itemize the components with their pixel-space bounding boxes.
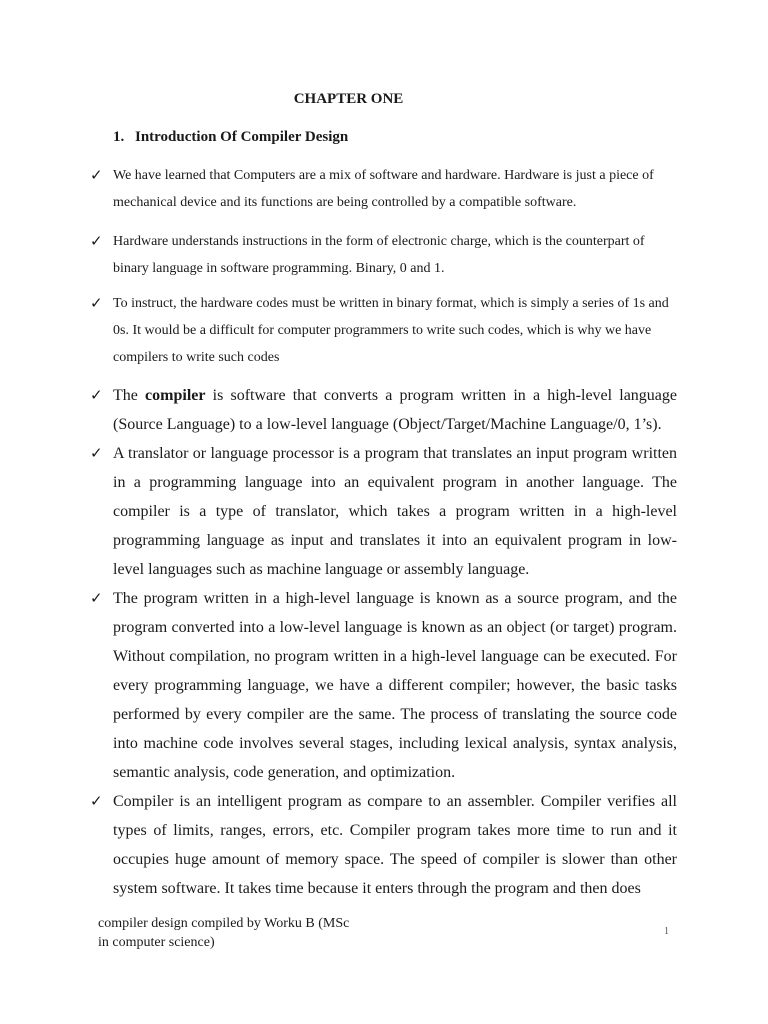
bold-term: compiler: [145, 387, 206, 404]
list-item: [90, 162, 677, 216]
list-item-text: [113, 381, 677, 439]
list-item-text: A translator or language processor is a program that translates an input program written in a programming language into an equivalent program in another language. The compiler is a type of translator, which takes a program written in a high-level programming language as input and translates it into an equivalent program in low-level languages such as machine language or assembly language.: [113, 445, 677, 578]
section-number: 1.: [113, 129, 125, 145]
list-item: [90, 787, 677, 903]
list-item-text: To instruct, the hardware codes must be written in binary format, which is simply a series of 1s and 0s. It would be a difficult for computer programmers to write such codes, which is why we have compilers to write such codes: [113, 296, 669, 365]
list-item-text: We have learned that Computers are a mix of software and hardware. Hardware is just a piece of mechanical device and its functions are being controlled by a compatible software.: [113, 168, 654, 210]
checkmark-icon: ✓: [90, 294, 103, 312]
chapter-title: CHAPTER ONE: [293, 91, 404, 107]
list-item-text: Hardware understands instructions in the form of electronic charge, which is the counterpart of binary language in software programming. Binary, 0 and 1.: [113, 234, 645, 276]
list-item: [90, 381, 677, 439]
checkmark-icon: ✓: [90, 792, 103, 810]
checkmark-icon: ✓: [90, 166, 103, 184]
list-item-text: Compiler is an intelligent program as compare to an assembler. Compiler verifies all types of limits, ranges, errors, etc. Compiler program takes more time to run and it occupies huge amount of memory space. The speed of compiler is slower than other system software. It takes time because it enters through the program and then does: [113, 793, 677, 897]
footer-line: compiler design compiled by Worku B (MSc: [98, 916, 350, 931]
list-item: [90, 290, 677, 371]
page-footer: [98, 914, 349, 952]
checkmark-icon: ✓: [90, 444, 103, 462]
checkmark-icon: ✓: [90, 386, 103, 404]
checkmark-icon: ✓: [90, 589, 103, 607]
checkmark-icon: ✓: [90, 232, 103, 250]
list-item: [90, 584, 677, 787]
section-title: Introduction Of Compiler Design: [135, 129, 349, 145]
list-item: [90, 439, 677, 584]
page-number: 1: [664, 926, 669, 937]
text-run: is software that converts a program written in a high-level language (Source Language) to a low-level language (Object/Target/Machine Language/0, 1’s).: [113, 387, 678, 433]
section-heading: [113, 129, 348, 146]
footer-line: in computer science): [98, 935, 215, 950]
text-run: The: [113, 387, 146, 404]
list-item: [90, 228, 677, 282]
list-item-text: The program written in a high-level language is known as a source program, and the program converted into a low-level language is known as an object (or target) program. Without compilation, no program written in a high-level language can be executed. For every programming language, we have a different compiler; however, the basic tasks performed by every compiler are the same. The process of translating the source code into machine code involves several stages, including lexical analysis, syntax analysis, semantic analysis, code generation, and optimization.: [113, 590, 677, 781]
